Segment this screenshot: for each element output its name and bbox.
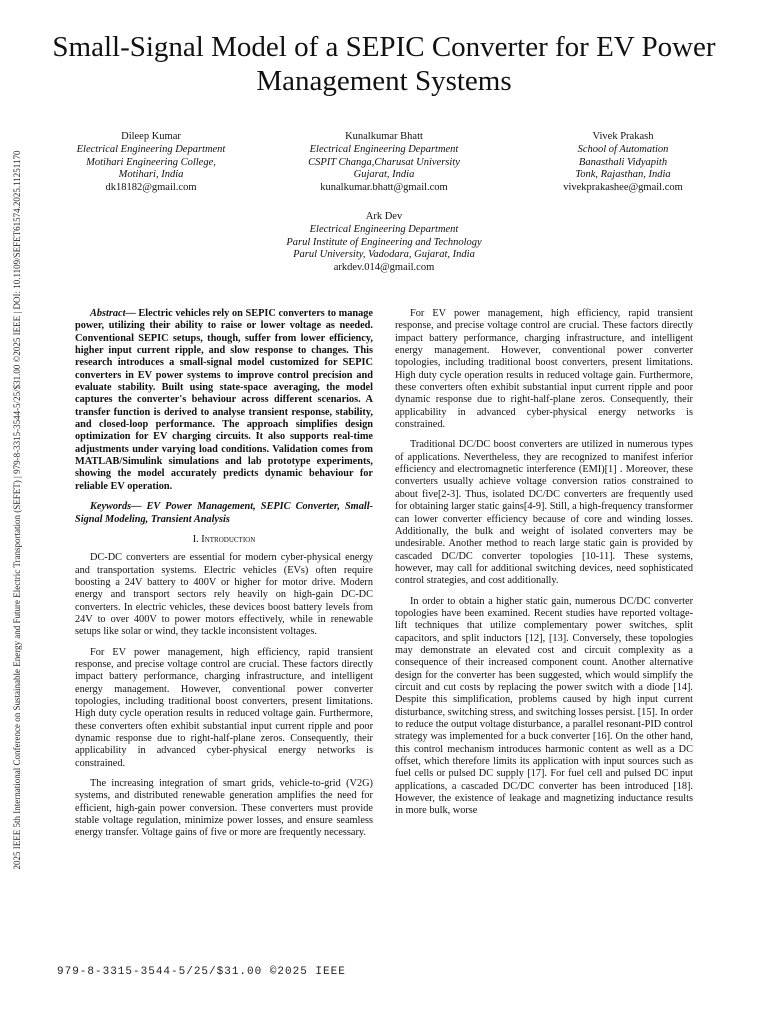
author-name: Dileep Kumar: [121, 131, 181, 142]
author-location: Parul University, Vadodara, Gujarat, India: [293, 249, 475, 261]
left-paragraph-3: The increasing integration of smart grids, vehicle-to-grid (V2G) systems, and distributed renewable generation amplifies the need for efficient, high-gain power conversion. These converters must provide stable voltage regulation, minimize power losses, and ensure seamless energy transfer. Voltage gains of five or more are frequently necessary.: [75, 778, 373, 839]
keywords-text: EV Power Management, SEPIC Converter, Small-Signal Modeling, Transient Analysis: [75, 501, 373, 525]
author-department: Electrical Engineering Department: [309, 143, 459, 155]
author-email[interactable]: vivekprakashee@gmail.com: [563, 182, 683, 194]
author-email[interactable]: kunalkumar.bhatt@gmail.com: [320, 182, 448, 194]
sidebar-citation-wrapper: [9, 115, 25, 905]
author-department: School of Automation: [577, 143, 669, 155]
left-paragraph-2: For EV power management, high efficiency, rapid transient response, and precise voltage control are crucial. These factors directly impact battery performance, charging infrastructure, and intelligent energy management. However, conventional power converter topologies, including traditional boost converters, present limitations. High duty cycle operation results in reduced voltage gain. Furthermore, these converters often exhibit substantial input current ripple and poor dynamic response due to right-half-plane zeros. Consequently, their applicability in advanced cyber-physical energy networks is constrained.: [75, 646, 373, 769]
abstract: [75, 308, 373, 493]
abstract-lead: Abstract—: [90, 308, 136, 319]
copyright-footer: 979-8-3315-3544-5/25/$31.00 ©2025 IEEE: [57, 966, 346, 978]
author-location: Tonk, Rajasthan, India: [575, 169, 671, 181]
author-block-3: [508, 131, 738, 195]
author-name: Kunalkumar Bhatt: [345, 131, 423, 142]
author-location: Gujarat, India: [353, 169, 415, 181]
author-organization: CSPIT Changa,Charusat University: [308, 156, 460, 168]
section-heading-introduction: I. Introduction: [192, 533, 256, 545]
right-paragraph-3: In order to obtain a higher static gain, numerous DC/DC converter topologies have been examined. Recent studies have reported voltage-lift techniques that utilize complementary power switches, split capacitors, and split inductors [12], [13]. Conversely, these topologies may demonstrate an elevated cost and circuit complexity as a consequence of their increased component count. Another alternative design for the converter has been suggested, which would simplify the circuit and cut costs by replacing the power switch with a diode [14]. Despite this simplification, problems caused by high input current disturbance, switching stress, and switching losses persist. [15]. In order to reduce the output voltage disturbance, a parallel resonant-PID control strategy was implemented for a buck converter [16]. On the other hand, this control mechanism introduces harmonic content as well as a DC offset, which therefore limits its application with input sources such as fuel cells or pulsed DC supply [17]. For fuel cell and pulsed DC input applications, a cascaded DC/DC converter has been introduced [18]. However, the existence of leakage and magnetizing inductance results in more bulk, worse: [395, 595, 693, 817]
author-block-4: [269, 211, 499, 275]
author-email[interactable]: arkdev.014@gmail.com: [333, 262, 435, 274]
author-email[interactable]: dk18182@gmail.com: [105, 182, 197, 194]
right-column: [395, 308, 693, 826]
author-name: Ark Dev: [365, 211, 403, 222]
author-department: Electrical Engineering Department: [309, 223, 459, 235]
author-location: Motihari, India: [118, 169, 184, 181]
sidebar-citation: 2025 IEEE 5th International Conference on Sustainable Energy and Future Electric Transportation (SEFET) | 979-8-3315-3544-5/25/$31.00 ©2025 IEEE | DOI: 10.1109/SEFET61574.2025.11251170: [12, 150, 22, 870]
author-block-1: [36, 131, 266, 195]
right-paragraph-1: For EV power management, high efficiency, rapid transient response, and precise voltage control are crucial. These factors directly impact battery performance, charging infrastructure, and intelligent energy management. However, conventional power converter topologies, including traditional boost converters, present limitations. High duty cycle operation results in reduced voltage gain. Furthermore, these converters often exhibit substantial input current ripple and poor dynamic response due to right-half-plane zeros. Consequently, their applicability in advanced cyber-physical energy networks is constrained.: [395, 308, 693, 431]
author-department: Electrical Engineering Department: [76, 143, 226, 155]
keywords: [75, 501, 373, 526]
keywords-lead: Keywords—: [90, 501, 142, 513]
author-block-2: [269, 131, 499, 195]
left-paragraph-1: DC-DC converters are essential for modern cyber-physical energy and transportation systems. Electric vehicles (EVs) often require boosting a 24V battery to 400V or higher for motor drive. Modern energy and transport sectors rely heavily on high-gain DC-DC converters. In electric vehicles, these devices boost battery levels from 24V to over 400V to power motors effectively, while in renewable setups like solar or wind, they tackle inconsistent voltages.: [75, 552, 373, 638]
author-organization: Banasthali Vidyapith: [578, 156, 668, 168]
left-column: [75, 308, 373, 848]
right-paragraph-2: Traditional DC/DC boost converters are utilized in numerous types of applications. Nevertheless, they are recognized to manifest inferior efficiency and electromagnetic interference (EMI)[1] . Moreover, these converters usually achieve voltage conversion ratios constrained to about five[2-3]. Thus, isolated DC/DC converters are frequently used for obtaining larger static gains[4-9]. Still, a high-frequency transformer can lower converter efficiency because of core and winding losses. Additionally, the bulk and weight of isolated converters may be undesirable. Another method to reach large static gain is provided by cascaded DC/DC converter topologies [10-11]. These systems, however, may call for additional switching devices, need sophisticated control strategies, and cost additionally.: [395, 439, 693, 587]
author-organization: Motihari Engineering College,: [86, 156, 216, 168]
author-organization: Parul Institute of Engineering and Technology: [286, 236, 482, 248]
author-name: Vivek Prakash: [592, 131, 654, 142]
paper-title: Small-Signal Model of a SEPIC Converter for EV Power Management Systems: [52, 31, 716, 97]
abstract-text: Electric vehicles rely on SEPIC converters to manage power, utilizing their ability to raise or lower voltage as needed. Conventional SEPIC setups, though, suffer from lower efficiency, higher input current ripple, and slow response to changes. This research introduces a small-signal model customized for SEPIC converters in EV power systems to improve control precision and evaluate stability. Built using state-space averaging, the model captures the converter's behaviour across different scenarios. A transfer function is derived to analyse transient response, stability, and closed-loop performance. The approach simplifies design optimization for EV charging circuits. It also supports real-time adjustments under varying load conditions. Validation comes from MATLAB/Simulink simulations and lab prototype experiments, showing the model accurately predicts dynamic behaviour for reliable EV operation.: [75, 308, 373, 492]
